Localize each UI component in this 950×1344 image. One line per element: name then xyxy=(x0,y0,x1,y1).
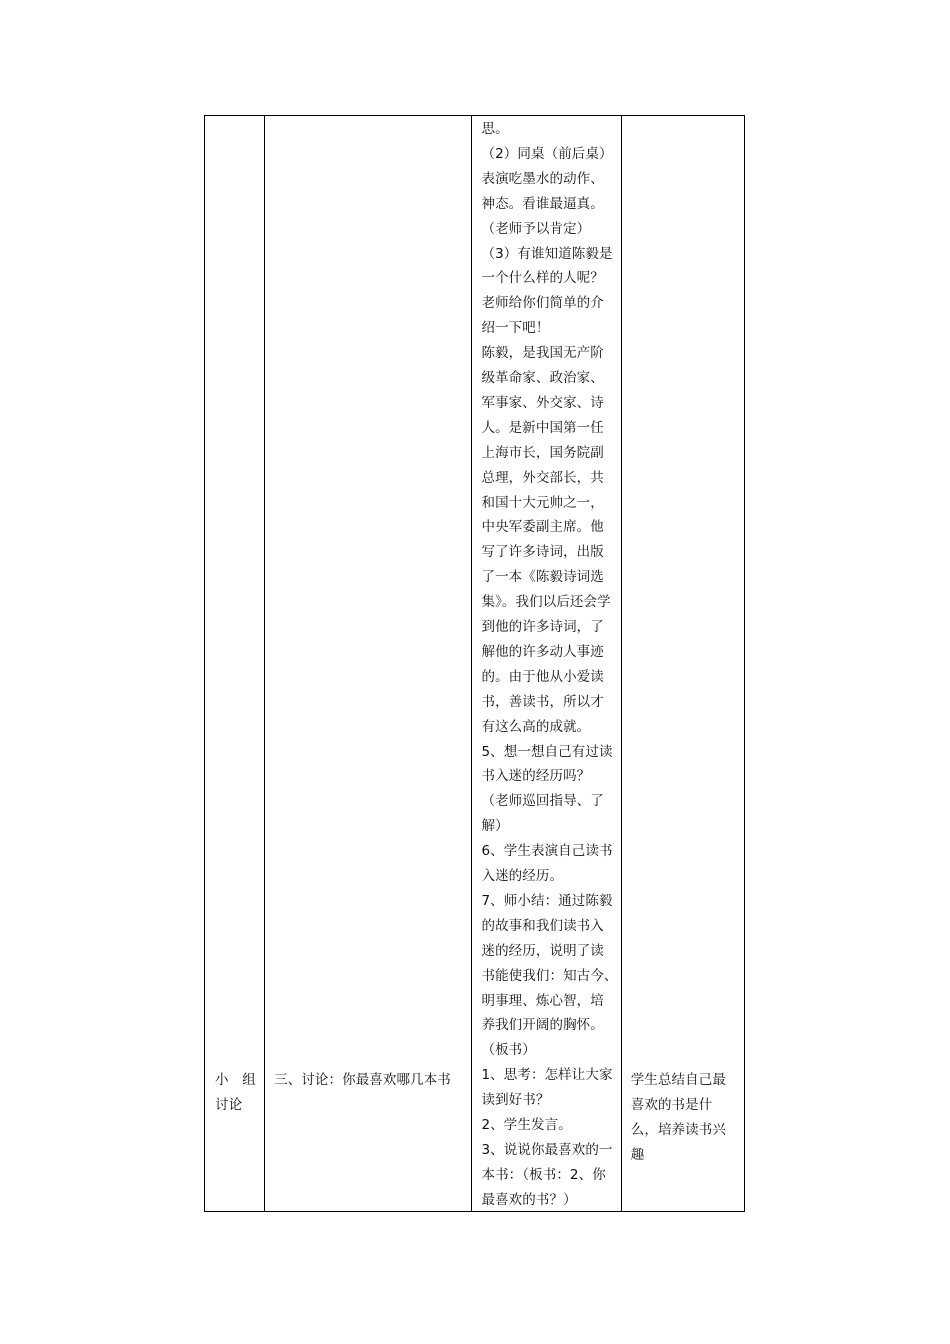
text-line: 解） xyxy=(481,818,509,835)
text-line: 到他的许多诗词，了 xyxy=(481,619,604,635)
text-line: 小 组 xyxy=(215,1072,256,1088)
text-line: 读到好书？ xyxy=(481,1092,550,1109)
text-line: 书，善读书，所以才 xyxy=(481,693,604,710)
text-line: 思。 xyxy=(481,121,509,137)
text-line: 总理，外交部长，共 xyxy=(481,469,604,486)
text-line: （板书） xyxy=(481,1042,536,1059)
text-line: 明事理、炼心智，培 xyxy=(481,992,604,1009)
text-line: （老师予以肯定） xyxy=(481,220,591,237)
text-line: 最喜欢的书？） xyxy=(481,1191,577,1208)
stage-cell-content xyxy=(205,116,264,1211)
text-line: 写了许多诗词，出版 xyxy=(481,544,604,561)
text-line: 的故事和我们读书入 xyxy=(481,917,604,934)
text-line: 书入迷的经历吗？ xyxy=(481,768,591,785)
text-line: 入迷的经历。 xyxy=(481,868,564,884)
text-line: 7、师小结：通过陈毅 xyxy=(481,892,613,909)
text-line: 么，培养读书兴 xyxy=(630,1121,726,1138)
table-row xyxy=(205,116,745,1212)
text-line: 和国十大元帅之一， xyxy=(481,494,604,511)
content-cell xyxy=(265,116,472,1212)
text-line: 表演吃墨水的动作、 xyxy=(481,170,604,187)
text-line: 级革命家、政治家、 xyxy=(481,370,604,386)
intent-cell-content xyxy=(622,116,744,1211)
text-line: （老师巡回指导、了 xyxy=(481,793,604,810)
text-line: 绍一下吧！ xyxy=(481,320,550,337)
lesson-plan-table xyxy=(204,115,745,1212)
text-line: （3）有谁知道陈毅是 xyxy=(481,245,613,262)
stage-cell xyxy=(205,116,265,1212)
text-line: 军事家、外交家、诗 xyxy=(481,394,604,411)
text-line: 讨论 xyxy=(215,1096,243,1113)
content-cell-content xyxy=(265,116,471,1211)
text-line: 迷的经历，说明了读 xyxy=(481,942,604,959)
text-line: 老师给你们简单的介 xyxy=(481,295,604,312)
text-line: 的。由于他从小爱读 xyxy=(481,668,604,685)
text-line: 陈毅，是我国无产阶 xyxy=(481,345,604,362)
text-line: 喜欢的书是什 xyxy=(630,1096,713,1113)
intent-cell xyxy=(621,116,744,1212)
text-line: 6、学生表演自己读书 xyxy=(481,843,613,860)
text-line: 2、学生发言。 xyxy=(481,1117,572,1133)
text-line: 解他的许多动人事迹 xyxy=(481,643,604,660)
text-line: （2）同桌（前后桌） xyxy=(481,145,613,162)
text-line: 集》。我们以后还会学 xyxy=(481,594,611,611)
text-line: 1、思考：怎样让大家 xyxy=(481,1067,613,1084)
text-line: 养我们开阔的胸怀。 xyxy=(481,1017,604,1034)
text-line: 3、说说你最喜欢的一 xyxy=(481,1141,613,1158)
text-line: 书能使我们：知古今、 xyxy=(481,967,618,984)
text-line: 趣 xyxy=(630,1146,645,1163)
text-line: 神态。看谁最逼真。 xyxy=(481,195,604,212)
text-line: 学生总结自己最 xyxy=(630,1072,726,1088)
text-line: 一个什么样的人呢？ xyxy=(481,270,604,287)
text-line: 有这么高的成就。 xyxy=(481,718,591,735)
text-line: 上海市长，国务院副 xyxy=(481,444,604,461)
activity-cell-content xyxy=(472,116,620,1211)
text-line: 了一本《陈毅诗词选 xyxy=(481,569,604,586)
text-line: 本书：（板书：2、你 xyxy=(481,1166,606,1183)
text-line: 中央军委副主席。他 xyxy=(481,519,604,536)
activity-cell xyxy=(472,116,621,1212)
text-line: 5、想一想自己有过读 xyxy=(481,743,613,760)
discussion-heading: 三、讨论：你最喜欢哪几本书 xyxy=(274,1072,451,1088)
text-line: 人。是新中国第一任 xyxy=(481,419,604,436)
